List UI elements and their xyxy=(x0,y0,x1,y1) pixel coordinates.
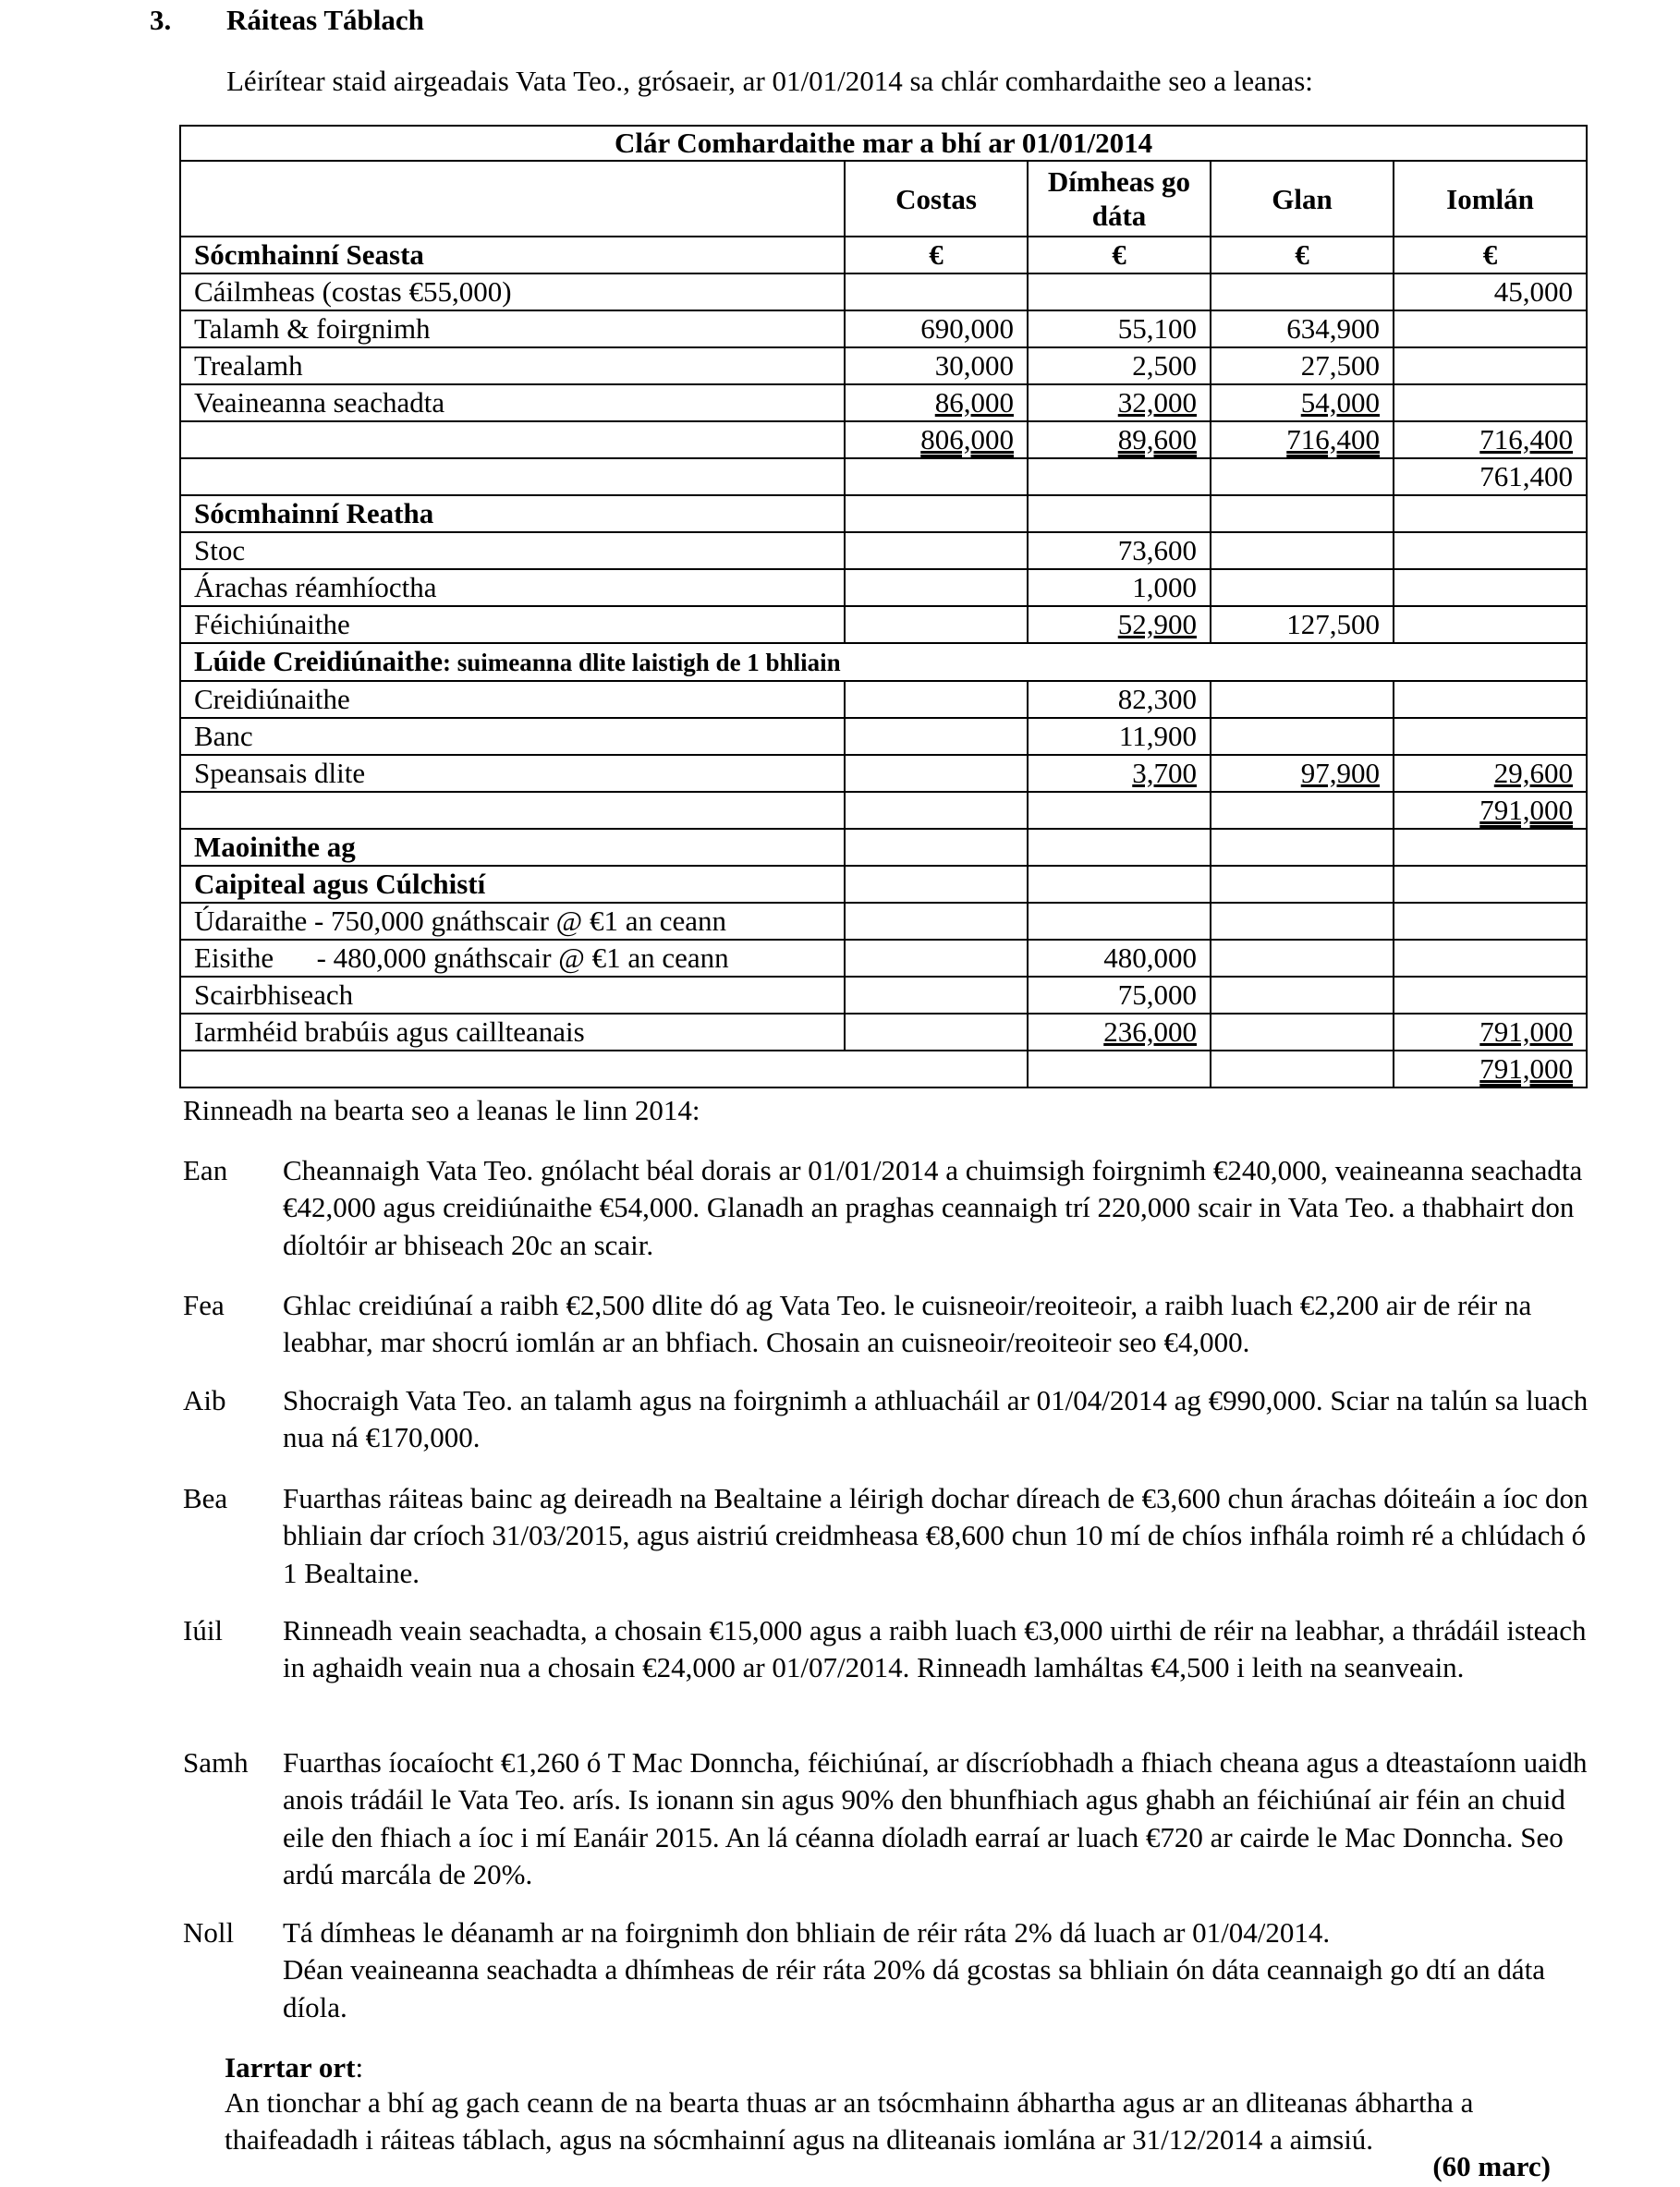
cell-value xyxy=(1211,384,1394,421)
subtotal-value: 806,000 xyxy=(920,423,1014,456)
list-item xyxy=(183,1152,1597,1264)
table-row xyxy=(180,532,1587,569)
transaction-month: Aib xyxy=(183,1384,226,1416)
cell-value xyxy=(845,421,1028,458)
empty-cell xyxy=(1394,495,1587,532)
empty-cell xyxy=(1394,866,1587,903)
transaction-text: Déan veaineanna seachadta a dhímheas de réir ráta 20% dá gcostas sa bhliain ón dáta ceannaigh go dtí an dáta díola. xyxy=(283,1953,1545,2023)
table-row xyxy=(180,940,1587,977)
cell-value xyxy=(1394,755,1587,792)
empty-cell xyxy=(845,532,1028,569)
row-label: Féichiúnaithe xyxy=(180,606,845,643)
table-row xyxy=(180,421,1587,458)
table-row xyxy=(180,1014,1587,1051)
empty-cell xyxy=(1394,569,1587,606)
currency-symbol: € xyxy=(1394,237,1587,273)
cell-value xyxy=(1028,1014,1211,1051)
subtotal-value: 716,400 xyxy=(1286,423,1380,456)
question-intro: Léirítear staid airgeadais Vata Teo., grósaeir, ar 01/01/2014 sa chlár comhardaithe seo a leanas: xyxy=(226,65,1313,97)
row-label: Eisithe - 480,000 gnáthscair @ €1 an ceann xyxy=(180,940,845,977)
cell-value: 1,000 xyxy=(1028,569,1211,606)
empty-cell xyxy=(1211,829,1394,866)
table-row xyxy=(180,458,1587,495)
cell-value xyxy=(1394,1014,1587,1051)
empty-cell xyxy=(1394,829,1587,866)
table-row xyxy=(180,866,1587,903)
cell-value xyxy=(1028,755,1211,792)
liabilities-heading-main: Lúide Creidiúnaithe xyxy=(194,645,444,677)
transactions-intro: Rinneadh na bearta seo a leanas le linn 2014: xyxy=(183,1094,700,1126)
empty-cell xyxy=(845,681,1028,718)
fixed-assets-heading: Sócmhainní Seasta xyxy=(180,237,845,273)
empty-cell xyxy=(180,792,845,829)
table-row xyxy=(180,681,1587,718)
currency-symbol: € xyxy=(1211,237,1394,273)
empty-cell xyxy=(1028,495,1211,532)
empty-cell xyxy=(1394,347,1587,384)
cell-value: 30,000 xyxy=(845,347,1028,384)
cell-value: 2,500 xyxy=(1028,347,1211,384)
requirement-heading xyxy=(225,2049,363,2086)
cell-value: 11,900 xyxy=(1028,718,1211,755)
empty-cell xyxy=(1394,384,1587,421)
cell-value: 45,000 xyxy=(1394,273,1587,310)
cell-value: 75,000 xyxy=(1028,977,1211,1014)
empty-cell xyxy=(1211,1051,1394,1087)
empty-cell xyxy=(1394,977,1587,1014)
empty-cell xyxy=(1394,903,1587,940)
empty-cell xyxy=(845,866,1028,903)
requirement-text: An tionchar a bhí ag gach ceann de na bearta thuas ar an tsócmhainn ábhartha agus ar an dliteanas ábhartha a thaifeadadh i ráiteas táblach, agus na sócmhainní agus na dliteanais iomlána ar 31/12/2014 a aimsiú. xyxy=(225,2086,1474,2157)
table-row xyxy=(180,347,1587,384)
row-label: Stoc xyxy=(180,532,845,569)
underlined-value: 86,000 xyxy=(934,386,1014,419)
row-label: Speansais dlite xyxy=(180,755,845,792)
row-label: Trealamh xyxy=(180,347,845,384)
transaction-text: Shocraigh Vata Teo. an talamh agus na foirgnimh a athluacháil ar 01/04/2014 ag €990,000. Sciar na talún sa luach nua ná €170,000. xyxy=(283,1384,1589,1454)
empty-cell xyxy=(1211,495,1394,532)
row-label: Veaineanna seachadta xyxy=(180,384,845,421)
empty-cell xyxy=(1394,718,1587,755)
underlined-value: 29,600 xyxy=(1493,757,1574,789)
net-assets-total: 791,000 xyxy=(1479,794,1574,826)
question-number: 3. xyxy=(150,4,172,36)
empty-cell xyxy=(1028,866,1211,903)
transaction-text: Cheannaigh Vata Teo. gnólacht béal dorais ar 01/01/2014 a chuimsigh foirgnimh €240,000, veaineanna seachadta €42,000 agus creidiúnaithe €54,000. Glanadh an praghas ceannaigh trí 220,000 scair in Vata Teo. a thabhairt don díoltóir ar bhiseach 20c an scair. xyxy=(283,1154,1583,1261)
cell-value xyxy=(1394,421,1587,458)
list-item xyxy=(183,1382,1597,1457)
transaction-month: Fea xyxy=(183,1289,225,1321)
empty-cell xyxy=(1211,458,1394,495)
empty-cell xyxy=(1211,977,1394,1014)
cell-value xyxy=(1028,606,1211,643)
table-row xyxy=(180,755,1587,792)
empty-cell xyxy=(180,458,845,495)
empty-cell xyxy=(1028,792,1211,829)
transaction-text-block xyxy=(283,1914,1597,2026)
header-depreciation: Dímheas go dáta xyxy=(1028,161,1211,237)
requirement-heading-text: Iarrtar ort xyxy=(225,2051,356,2084)
empty-cell xyxy=(1211,866,1394,903)
row-label: Árachas réamhíoctha xyxy=(180,569,845,606)
cell-value xyxy=(1028,421,1211,458)
empty-cell xyxy=(1211,569,1394,606)
currency-symbol: € xyxy=(1028,237,1211,273)
cell-value xyxy=(1211,755,1394,792)
cell-value: 82,300 xyxy=(1028,681,1211,718)
cell-value: 690,000 xyxy=(845,310,1028,347)
transaction-text: Fuarthas ráiteas bainc ag deireadh na Bealtaine a léirigh dochar díreach de €3,600 chun árachas dóiteáin a íoc don bhliain dar críoch 31/03/2015, agus aistriú creidmheasa €8,600 chun 10 mí de chíos infhála roimh ré a chlúdach ó 1 Bealtaine. xyxy=(283,1482,1589,1589)
empty-cell xyxy=(1028,829,1211,866)
balance-sheet-title: Clár Comhardaithe mar a bhí ar 01/01/2014 xyxy=(180,126,1587,161)
cell-value xyxy=(1394,1051,1587,1087)
empty-cell xyxy=(1028,1051,1211,1087)
transaction-text: Fuarthas íocaíocht €1,260 ó T Mac Donncha, féichiúnaí, ar díscríobhadh a fhiach cheana agus a dteastaíonn uaidh anois trádáil le Vata Teo. arís. Is ionann sin agus 90% den bhunfhiach agus ghabh an féichiúnaí air féin an chuid eile den fhiach a íoc i mí Eanáir 2015. An lá céanna díoladh earraí ar luach €720 ar cairde le Mac Donncha. Seo ardú marcála de 20%. xyxy=(283,1746,1588,1890)
table-row xyxy=(180,977,1587,1014)
underlined-value: 236,000 xyxy=(1103,1015,1197,1048)
list-item xyxy=(183,1612,1597,1687)
transaction-text: Ghlac creidiúnaí a raibh €2,500 dlite dó ag Vata Teo. le cuisneoir/reoiteoir, a raibh luach €2,200 air de réir na leabhar, mar shocrú iomlán ar an bhfiach. Chosain an cuisneoir/reoiteoir seo €4,000. xyxy=(283,1289,1532,1359)
table-row xyxy=(180,384,1587,421)
cell-value: 480,000 xyxy=(1028,940,1211,977)
table-row xyxy=(180,569,1587,606)
capital-reserves-heading: Caipiteal agus Cúlchistí xyxy=(180,866,845,903)
cell-value: 761,400 xyxy=(1394,458,1587,495)
cell-value: 127,500 xyxy=(1211,606,1394,643)
empty-cell xyxy=(845,829,1028,866)
table-row xyxy=(180,1051,1587,1087)
row-label: Iarmhéid brabúis agus caillteanais xyxy=(180,1014,845,1051)
empty-cell xyxy=(1028,458,1211,495)
underlined-value: 97,900 xyxy=(1300,757,1380,789)
empty-cell xyxy=(180,421,845,458)
empty-cell xyxy=(845,755,1028,792)
transaction-month: Noll xyxy=(183,1916,235,1949)
empty-cell xyxy=(1211,681,1394,718)
table-title-row xyxy=(180,126,1587,161)
list-item xyxy=(183,1914,1597,2026)
table-header-row xyxy=(180,161,1587,237)
underlined-value: 54,000 xyxy=(1300,386,1380,419)
row-label: Banc xyxy=(180,718,845,755)
empty-cell xyxy=(845,718,1028,755)
header-blank xyxy=(180,161,845,237)
empty-cell xyxy=(1394,681,1587,718)
empty-cell xyxy=(845,940,1028,977)
empty-cell xyxy=(845,977,1028,1014)
underlined-value: 791,000 xyxy=(1479,1015,1574,1048)
table-row xyxy=(180,829,1587,866)
list-item xyxy=(183,1480,1597,1592)
empty-cell xyxy=(1394,940,1587,977)
transaction-month: Samh xyxy=(183,1746,249,1779)
table-row xyxy=(180,643,1587,681)
empty-cell xyxy=(845,792,1028,829)
table-row xyxy=(180,495,1587,532)
underlined-value: 3,700 xyxy=(1132,757,1197,789)
header-net: Glan xyxy=(1211,161,1394,237)
empty-cell xyxy=(845,1051,1028,1087)
marks-label: (60 marc) xyxy=(1432,2150,1551,2182)
table-row xyxy=(180,237,1587,273)
empty-cell xyxy=(845,1014,1028,1051)
empty-cell xyxy=(180,1051,845,1087)
cell-value xyxy=(1211,421,1394,458)
transaction-month: Bea xyxy=(183,1482,228,1514)
empty-cell xyxy=(845,606,1028,643)
final-total: 791,000 xyxy=(1479,1052,1574,1085)
empty-cell xyxy=(845,903,1028,940)
list-item xyxy=(183,1744,1597,1893)
question-title: Ráiteas Táblach xyxy=(226,4,424,36)
row-label: Creidiúnaithe xyxy=(180,681,845,718)
empty-cell xyxy=(1211,1014,1394,1051)
table-row xyxy=(180,718,1587,755)
financing-heading: Maoinithe ag xyxy=(180,829,845,866)
empty-cell xyxy=(1211,903,1394,940)
balance-sheet-table xyxy=(179,125,1588,1088)
empty-cell xyxy=(845,273,1028,310)
currency-symbol: € xyxy=(845,237,1028,273)
empty-cell xyxy=(1211,718,1394,755)
empty-cell xyxy=(845,569,1028,606)
empty-cell xyxy=(845,495,1028,532)
empty-cell xyxy=(1394,606,1587,643)
table-row xyxy=(180,792,1587,829)
empty-cell xyxy=(1394,532,1587,569)
cell-value: 27,500 xyxy=(1211,347,1394,384)
header-total: Iomlán xyxy=(1394,161,1587,237)
empty-cell xyxy=(1028,273,1211,310)
table-row xyxy=(180,273,1587,310)
subtotal-value: 716,400 xyxy=(1479,423,1574,456)
empty-cell xyxy=(1211,273,1394,310)
cell-value: 73,600 xyxy=(1028,532,1211,569)
row-label: Scairbhiseach xyxy=(180,977,845,1014)
transaction-text: Rinneadh veain seachadta, a chosain €15,000 agus a raibh luach €3,000 uirthi de réir na leabhar, a thrádáil isteach in aghaidh veain nua a chosain €24,000 ar 01/07/2014. Rinneadh lamháltas €4,500 i leith na seanveain. xyxy=(283,1614,1587,1684)
underlined-value: 32,000 xyxy=(1117,386,1197,419)
liabilities-heading-sub: : suimeanna dlite laistigh de 1 bhliain xyxy=(443,649,841,676)
empty-cell xyxy=(1028,903,1211,940)
cell-value xyxy=(845,384,1028,421)
row-label: Talamh & foirgnimh xyxy=(180,310,845,347)
current-assets-heading: Sócmhainní Reatha xyxy=(180,495,845,532)
subtotal-value: 89,600 xyxy=(1117,423,1197,456)
underlined-value: 52,900 xyxy=(1117,608,1197,640)
transaction-month: Iúil xyxy=(183,1614,224,1646)
cell-value: 634,900 xyxy=(1211,310,1394,347)
empty-cell xyxy=(1211,792,1394,829)
cell-value xyxy=(1394,792,1587,829)
empty-cell xyxy=(1211,940,1394,977)
table-row xyxy=(180,310,1587,347)
requirement-colon: : xyxy=(355,2051,364,2084)
row-label: Údaraithe - 750,000 gnáthscair @ €1 an ceann xyxy=(180,903,845,940)
transaction-month: Ean xyxy=(183,1154,228,1186)
empty-cell xyxy=(845,458,1028,495)
table-row xyxy=(180,606,1587,643)
table-row xyxy=(180,903,1587,940)
row-label: Cáilmheas (costas €55,000) xyxy=(180,273,845,310)
current-liabilities-heading xyxy=(180,643,1587,681)
empty-cell xyxy=(1394,310,1587,347)
empty-cell xyxy=(1211,532,1394,569)
cell-value xyxy=(1028,384,1211,421)
list-item xyxy=(183,1287,1597,1362)
header-cost: Costas xyxy=(845,161,1028,237)
cell-value: 55,100 xyxy=(1028,310,1211,347)
transaction-text: Tá dímheas le déanamh ar na foirgnimh don bhliain de réir ráta 2% dá luach ar 01/04/2014. xyxy=(283,1916,1331,1949)
